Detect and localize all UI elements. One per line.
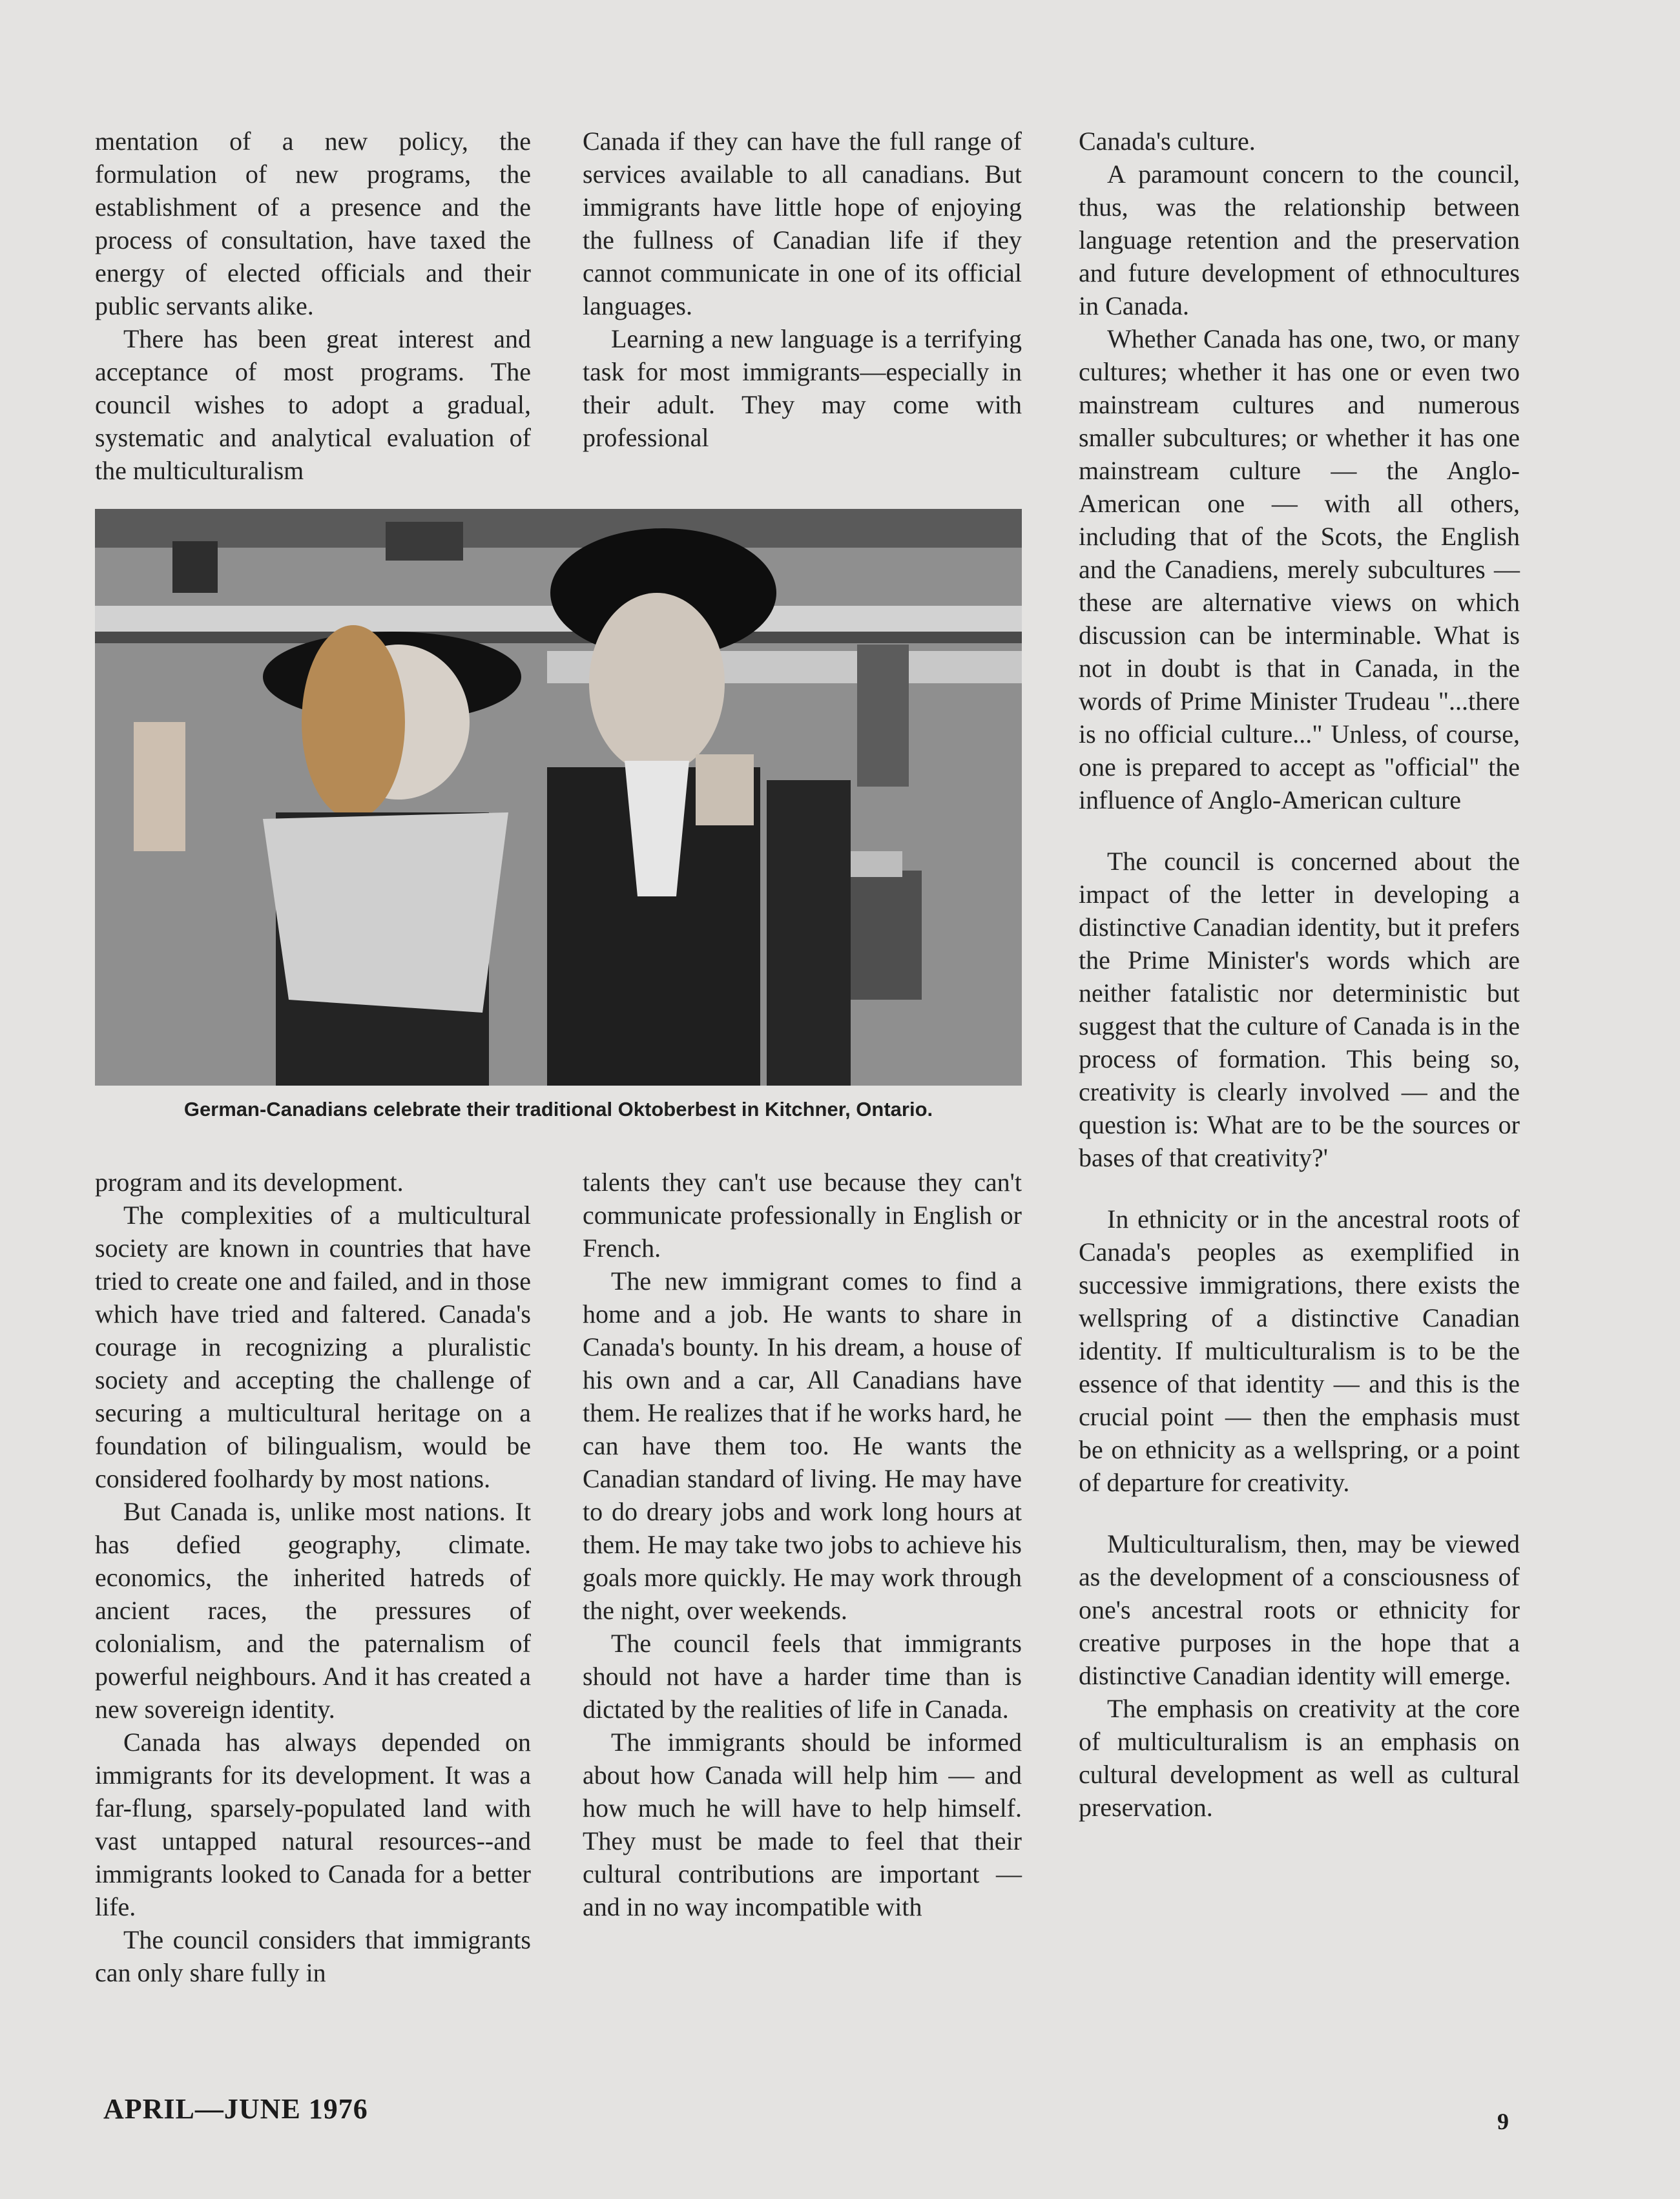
column-3 — [1079, 125, 1520, 1824]
paragraph: The immigrants should be informed about how Canada will help him — and how much he will have to help himself. They must be made to feel that their cultural contributions are important — and in no way incompatible with — [583, 1728, 1022, 1921]
paragraph: In ethnicity or in the ancestral roots of Canada's peoples as exemplified in successive immigrations, there exists the wellspring of a distinctive Canadian identity. If multiculturalism is to be the essence of that identity — and this is the crucial point — then the emphasis must be on ethnicity as a wellspring, or a point of departure for creativity. — [1079, 1204, 1520, 1497]
paragraph: Whether Canada has one, two, or many cultures; whether it has one or even two mainstream cultures and numerous smaller subcultures; or whether it has one mainstream culture — the Anglo-American one — with all others, including that of the Scots, the English and the Canadiens, merely subcultures — these are alternative views on which discussion can be interminable. What is not in doubt is that in Canada, in the words of Prime Minister Trudeau "...there is no official culture..." Unless, of course, one is prepared to accept as "official" the influence of Anglo-American culture — [1079, 324, 1520, 814]
photo-caption: German-Canadians celebrate their traditional Oktoberbest in Kitchner, Ontario. — [183, 1098, 933, 1120]
paragraph: Learning a new language is a terrifying task for most immigrants—especially in their adult. They may come with professional — [583, 324, 1022, 452]
paragraph: The new immigrant comes to find a home and a job. He wants to share in Canada's bounty. In his dream, a house of his own and a car, All Canadians have them. He realizes that if he works hard, he can have them too. He wants the Canadian standard of living. He may have to do dreary jobs and work long hours at them. He may take two jobs to achieve his goals more quickly. He may work through the night, over weekends. — [583, 1266, 1022, 1625]
issue-date: APRIL—JUNE 1976 — [103, 2093, 368, 2125]
paragraph: The council feels that immigrants should not have a harder time than is dictated by the realities of life in Canada. — [583, 1629, 1022, 1724]
paragraph: mentation of a new policy, the formulation of new programs, the establishment of a presence and the process of consultation, have taxed the energy of elected officials and their public servants alike. — [95, 127, 531, 320]
paragraph: The council considers that immigrants can only share fully in — [95, 1925, 531, 1987]
paragraph: program and its development. — [95, 1168, 404, 1197]
paragraph: Canada's culture. — [1079, 127, 1256, 156]
column-1-bottom — [95, 1166, 531, 1989]
paragraph: Canada has always depended on immigrants for its development. It was a far-flung, sparsely-populated land with vast untapped natural resources--and immigrants looked to Canada for a better life. — [95, 1728, 531, 1921]
paragraph: The complexities of a multicultural society are known in countries that have tried to create one and failed, and in those which have tried and faltered. Canada's courage in recognizing a pluralistic society and accepting the challenge of securing a multicultural heritage on a foundation of bilingualism, would be considered foolhardy by most nations. — [95, 1201, 531, 1493]
paragraph: Canada if they can have the full range of services available to all canadians. But immigrants have little hope of enjoying the fullness of Canadian life if they cannot communicate in one of its official languages. — [583, 127, 1022, 320]
paragraph: But Canada is, unlike most nations. It has defied geography, climate. economics, the inherited hatreds of ancient races, the pressures of colonialism, and the paternalism of powerful neighbours. And it has created a new sovereign identity. — [95, 1497, 531, 1724]
column-1-top — [95, 125, 531, 487]
paragraph: Multiculturalism, then, may be viewed as the development of a consciousness of one's ancestral roots or ethnicity for creative purposes in the hope that a distinctive Canadian identity will emerge. — [1079, 1529, 1520, 1690]
paragraph: The council is concerned about the impact of the letter in developing a distinctive Canadian identity, but it prefers the Prime Minister's words which are neither fatalistic nor deterministic but suggest that the culture of Canada is in the process of formation. This being so, creativity is clearly involved — and the question is: What are to be the sources or bases of that creativity?' — [1079, 847, 1520, 1172]
paragraph: The emphasis on creativity at the core of multiculturalism is an emphasis on cultural development as well as cultural preservation. — [1079, 1694, 1520, 1822]
page-number: 9 — [1497, 2109, 1509, 2134]
column-2-top — [583, 125, 1022, 454]
paragraph: talents they can't use because they can't communicate professionally in English or French. — [583, 1168, 1022, 1263]
oktoberfest-photo — [95, 509, 1022, 1086]
paragraph: A paramount concern to the council, thus, was the relationship between language retention and the preservation and future development of ethnocultures in Canada. — [1079, 160, 1520, 320]
column-2-bottom — [583, 1166, 1022, 1923]
paragraph: There has been great interest and acceptance of most programs. The council wishes to adopt a gradual, systematic and analytical evaluation of the multiculturalism — [95, 324, 531, 485]
